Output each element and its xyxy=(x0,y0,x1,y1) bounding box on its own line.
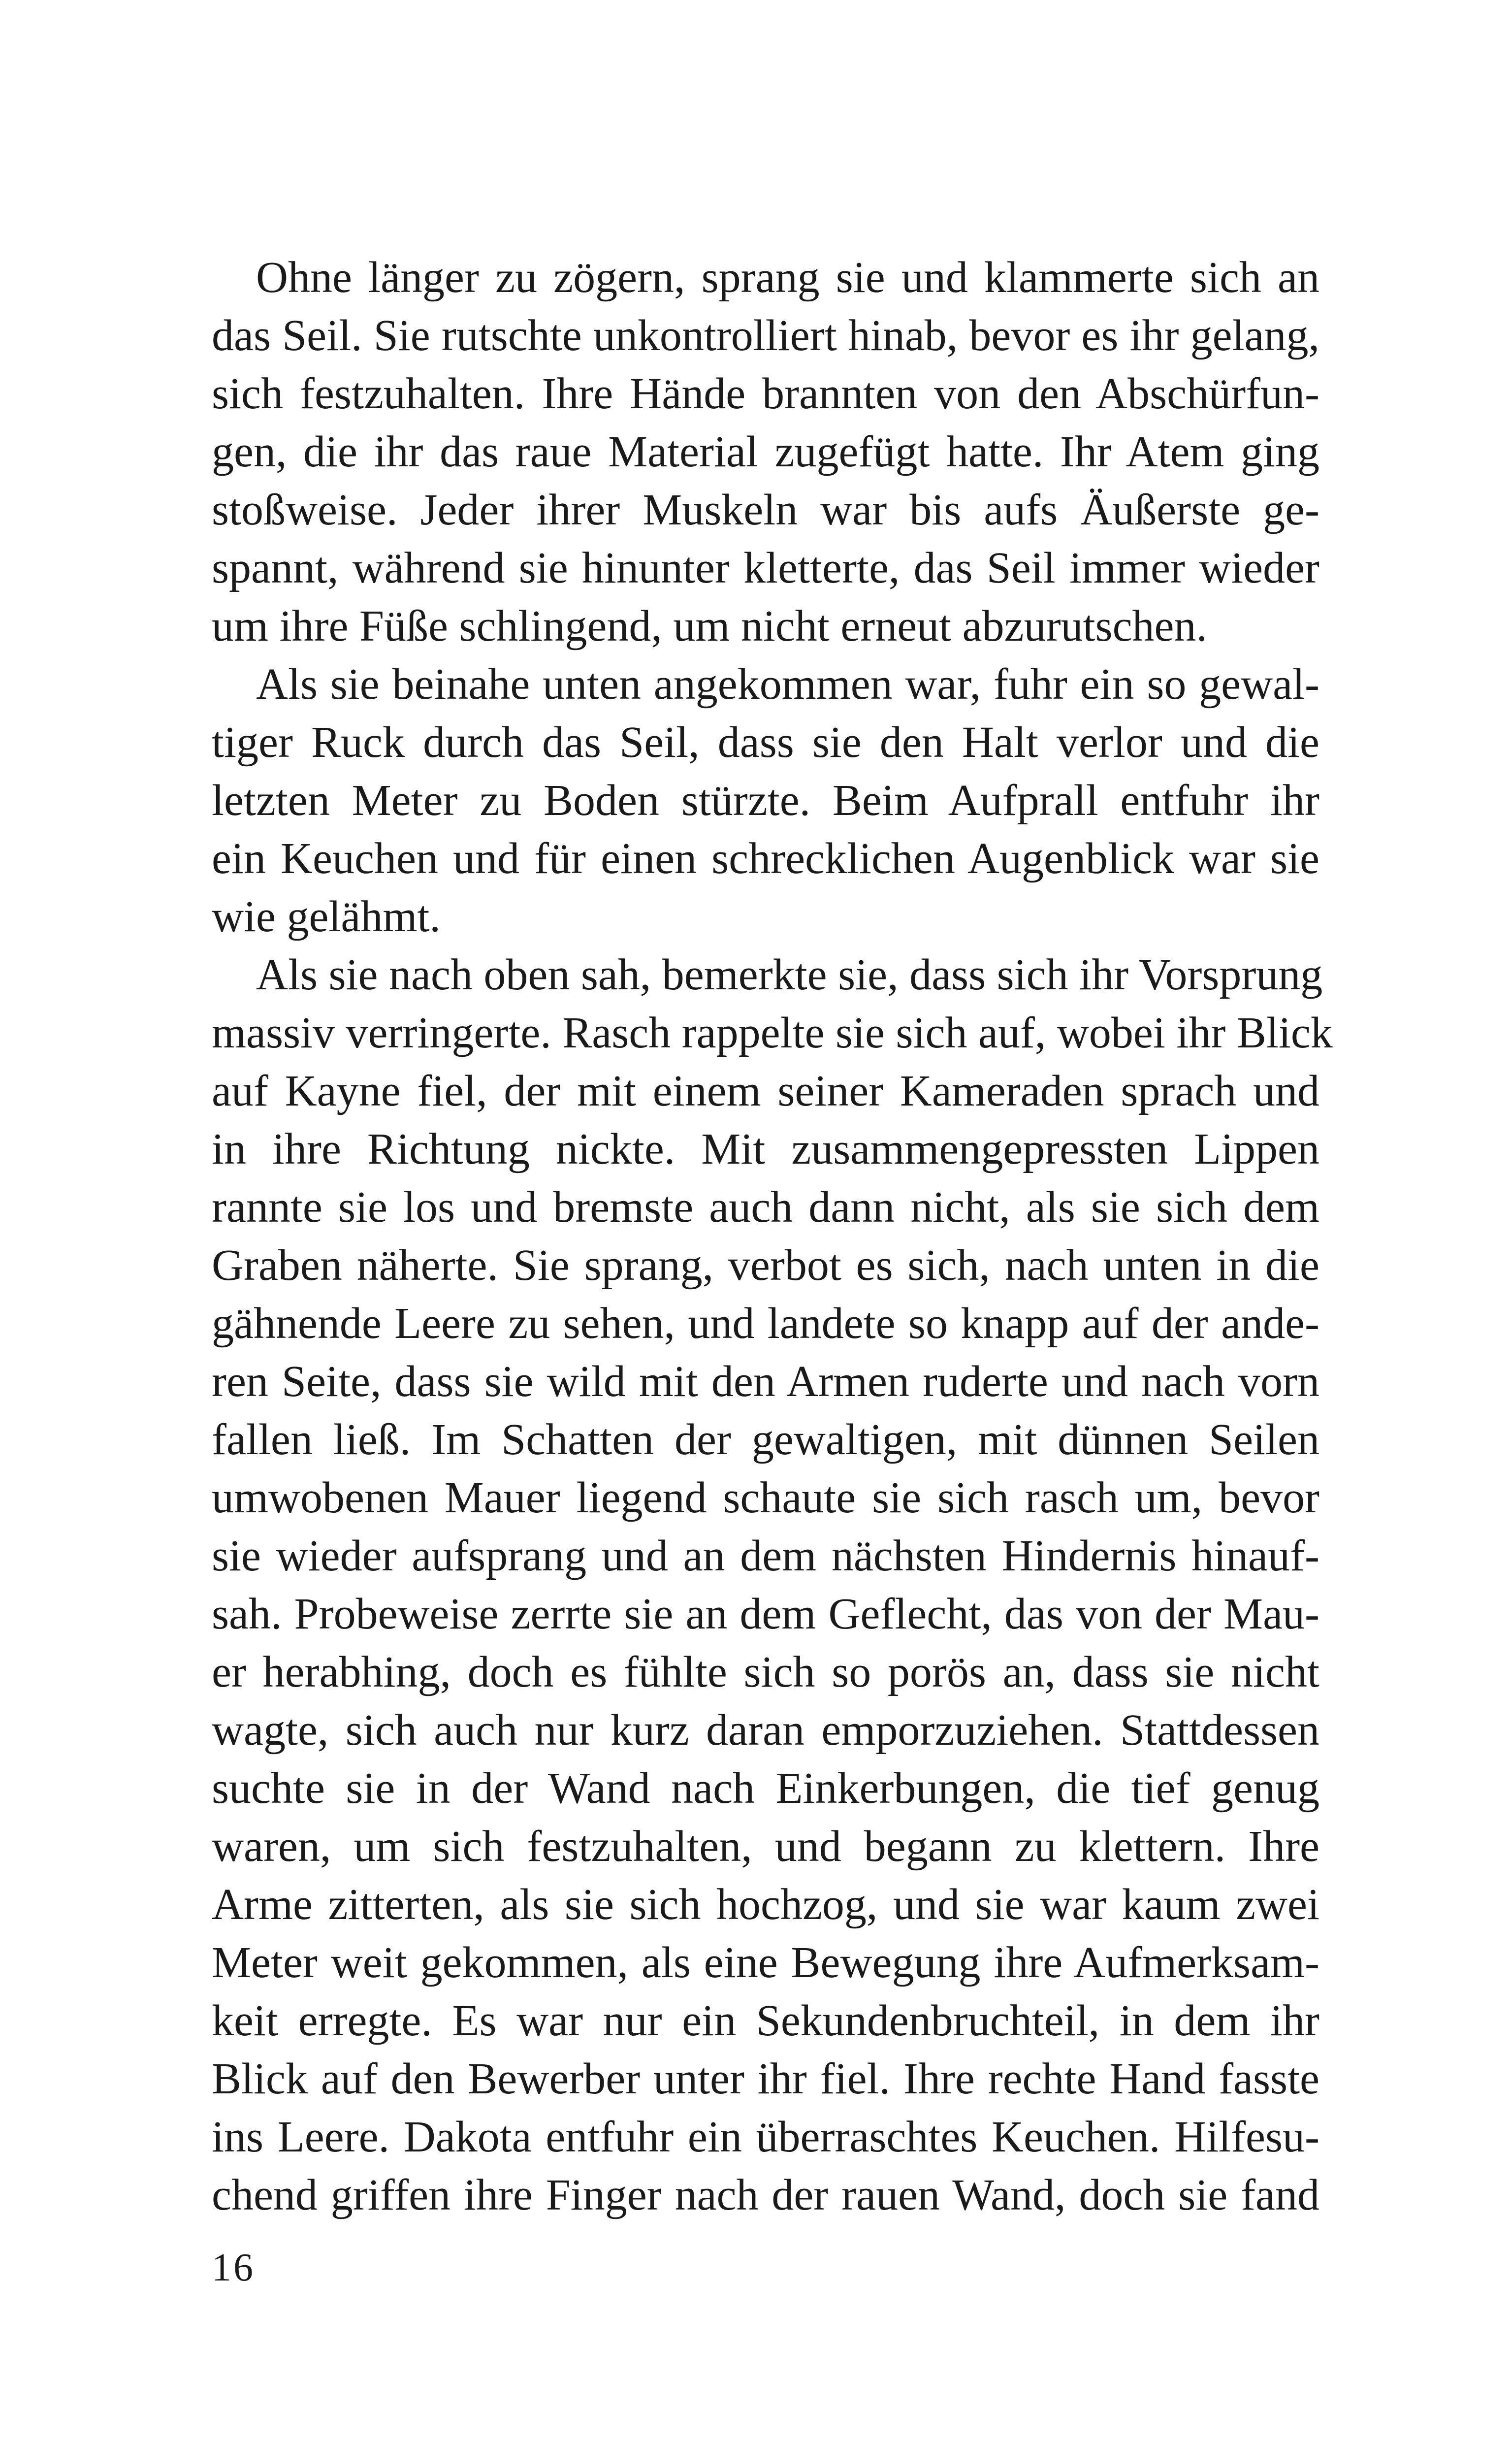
text-line: suchte sie in der Wand nach Einkerbungen, die tief genug xyxy=(212,1764,1319,1813)
text-line: das Seil. Sie rutschte unkontrolliert hinab, bevor es ihr gelang, xyxy=(212,311,1319,360)
text-line: letzten Meter zu Boden stürzte. Beim Aufprall entfuhr ihr xyxy=(212,776,1319,825)
text-line: ein Keuchen und für einen schrecklichen Augenblick war sie xyxy=(212,834,1319,883)
text-line: ren Seite, dass sie wild mit den Armen ruderte und nach vorn xyxy=(212,1357,1319,1406)
text-line: Graben näherte. Sie sprang, verbot es sich, nach unten in die xyxy=(212,1241,1319,1290)
text-line: Meter weit gekommen, als eine Bewegung ihre Aufmerksam- xyxy=(212,1938,1319,1987)
text-line: Als sie nach oben sah, bemerkte sie, dass sich ihr Vorsprung xyxy=(256,950,1323,999)
text-line: sie wieder aufsprang und an dem nächsten Hindernis hinauf- xyxy=(212,1531,1319,1580)
text-line: um ihre Füße schlingend, um nicht erneut abzurutschen. xyxy=(212,602,1207,651)
text-line: gen, die ihr das raue Material zugefügt hatte. Ihr Atem ging xyxy=(212,427,1319,476)
text-line: fallen ließ. Im Schatten der gewaltigen, mit dünnen Seilen xyxy=(212,1415,1319,1464)
text-line: tiger Ruck durch das Seil, dass sie den Halt verlor und die xyxy=(212,718,1319,767)
text-line: sich festzuhalten. Ihre Hände brannten von den Abschürfun- xyxy=(212,369,1319,418)
text-line: massiv verringerte. Rasch rappelte sie sich auf, wobei ihr Blick xyxy=(212,1009,1333,1057)
text-line: Arme zitterten, als sie sich hochzog, und sie war kaum zwei xyxy=(212,1880,1319,1929)
text-line: rannte sie los und bremste auch dann nicht, als sie sich dem xyxy=(212,1183,1319,1232)
paragraph xyxy=(212,249,1319,655)
text-line: waren, um sich festzuhalten, und begann zu klettern. Ihre xyxy=(212,1822,1319,1871)
text-line: Blick auf den Bewerber unter ihr fiel. Ihre rechte Hand fasste xyxy=(212,2054,1319,2103)
paragraph xyxy=(212,946,1333,2224)
text-line: wie gelähmt. xyxy=(212,892,441,941)
text-line: in ihre Richtung nickte. Mit zusammengepressten Lippen xyxy=(212,1125,1319,1173)
text-line: gähnende Leere zu sehen, und landete so knapp auf der ande- xyxy=(212,1299,1319,1348)
text-line: stoßweise. Jeder ihrer Muskeln war bis aufs Äußerste ge- xyxy=(212,486,1319,534)
text-line: Ohne länger zu zögern, sprang sie und klammerte sich an xyxy=(256,253,1319,302)
paragraph xyxy=(212,655,1319,946)
text-line: wagte, sich auch nur kurz daran emporzuziehen. Stattdessen xyxy=(212,1706,1319,1755)
text-line: er herabhing, doch es fühlte sich so porös an, dass sie nicht xyxy=(212,1648,1319,1696)
text-line: keit erregte. Es war nur ein Sekundenbruchteil, in dem ihr xyxy=(212,1996,1319,2045)
text-line: auf Kayne fiel, der mit einem seiner Kameraden sprach und xyxy=(212,1067,1319,1115)
text-line: spannt, während sie hinunter kletterte, das Seil immer wieder xyxy=(212,544,1319,592)
text-line: umwobenen Mauer liegend schaute sie sich rasch um, bevor xyxy=(212,1473,1319,1522)
text-line: ins Leere. Dakota entfuhr ein überraschtes Keuchen. Hilfesu- xyxy=(212,2113,1319,2161)
body-text xyxy=(212,249,1333,2224)
text-line: chend griffen ihre Finger nach der rauen Wand, doch sie fand xyxy=(212,2171,1319,2219)
page-number: 16 xyxy=(212,2246,255,2289)
text-line: Als sie beinahe unten angekommen war, fuhr ein so gewal- xyxy=(256,660,1319,709)
text-line: sah. Probeweise zerrte sie an dem Geflecht, das von der Mau- xyxy=(212,1590,1319,1638)
